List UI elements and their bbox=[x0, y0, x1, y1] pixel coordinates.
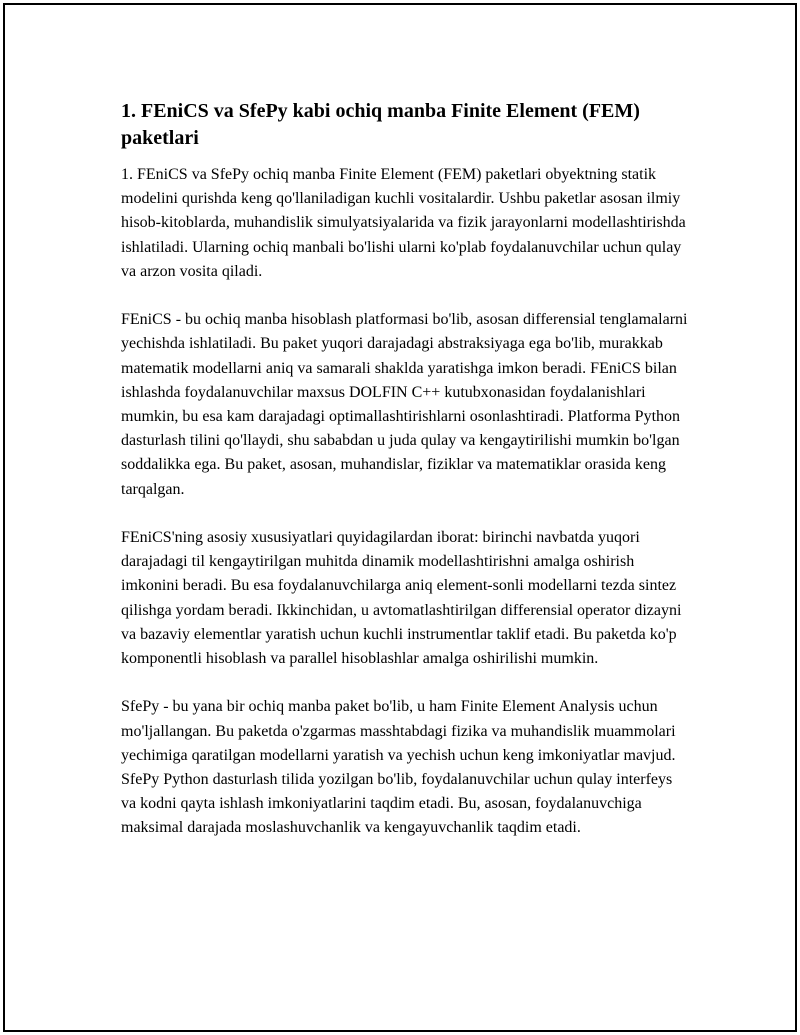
page-frame bbox=[3, 3, 797, 1032]
paragraph-intro: 1. FEniCS va SfePy ochiq manba Finite Element (FEM) paketlari obyektning statik modelini qurishda keng qo'llaniladigan kuchli vositalardir. Ushbu paketlar asosan ilmiy hisob-kitoblarda, muhandislik simulyatsiyalarida va fizik jarayonlarni modellashtirishda ishlatiladi. Ularning ochiq manbali bo'lishi ularni ko'plab foydalanuvchilar uchun qulay va arzon vosita qiladi. bbox=[121, 166, 686, 280]
paragraph-fenics-features: FEniCS'ning asosiy xususiyatlari quyidagilardan iborat: birinchi navbatda yuqori darajadagi til kengaytirilgan muhitda dinamik modellashtirishni amalga oshirish imkonini beradi. Bu esa foydalanuvchilarga aniq element-sonli modellarni tezda sintez qilishga yordam beradi. Ikkinchidan, u avtomatlashtirilgan differensial operator dizayni va bazaviy elementlar yaratish uchun kuchli instrumentlar taklif etadi. Bu paketda ko'p komponentli hisoblash va parallel hisoblashlar amalga oshirilishi mumkin. bbox=[121, 529, 682, 668]
paragraph-fenics: FEniCS - bu ochiq manba hisoblash platformasi bo'lib, asosan differensial tenglamalarni yechishda ishlatiladi. Bu paket yuqori darajadagi abstraksiyaga ega bo'lib, murakkab matematik modellarni aniq va samarali shaklda yaratishga imkon beradi. FEniCS bilan ishlashda foydalanuvchilar maxsus DOLFIN C++ kutubxonasidan foydalanishlari mumkin, bu esa kam darajadagi optimallashtirishlarni osonlashtiradi. Platforma Python dasturlash tilini qo'llaydi, shu sababdan u juda qulay va kengaytirilishi mumkin bo'lgan soddalikka ega. Bu paket, asosan, muhandislar, fiziklar va matematiklar orasida keng tarqalgan. bbox=[121, 311, 688, 498]
document-body bbox=[121, 98, 691, 865]
paragraph-sfepy: SfePy - bu yana bir ochiq manba paket bo'lib, u ham Finite Element Analysis uchun mo'ljallangan. Bu paketda o'zgarmas masshtabdagi fizika va muhandislik muammolari yechimiga qaratilgan modellarni yaratish va yechish uchun keng imkoniyatlar mavjud. SfePy Python dasturlash tilida yozilgan bo'lib, foydalanuvchilar uchun qulay interfeys va kodni qayta ishlash imkoniyatlarini taqdim etadi. Bu, asosan, foydalanuvchiga maksimal darajada moslashuvchanlik va kengayuvchanlik taqdim etadi. bbox=[121, 698, 676, 837]
document-heading: 1. FEniCS va SfePy kabi ochiq manba Finite Element (FEM) paketlari bbox=[121, 100, 640, 149]
